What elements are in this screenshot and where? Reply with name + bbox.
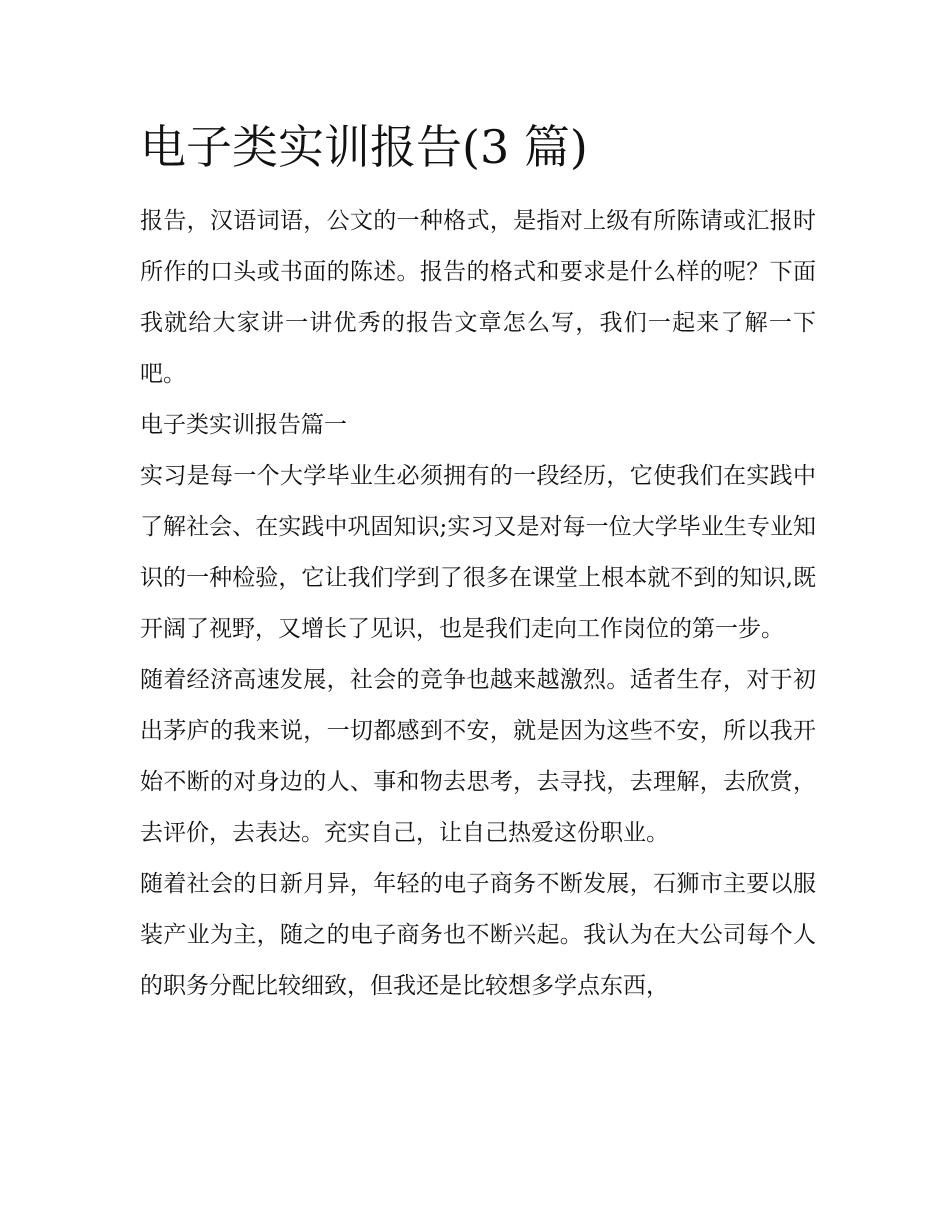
body-paragraph: 随着社会的日新月异，年轻的电子商务不断发展，石狮市主要以服装产业为主，随之的电子商务也不断兴起。我认为在大公司每个人的职务分配比较细致，但我还是比较想多学点东西，	[140, 871, 816, 999]
body-paragraph: 随着经济高速发展，社会的竞争也越来越激烈。适者生存，对于初出茅庐的我来说，一切都感到不安，就是因为这些不安，所以我开始不断的对身边的人、事和物去思考，去寻找，去理解，去欣赏，去评价，去表达。充实自己，让自己热爱这份职业。	[140, 667, 816, 846]
intro-paragraph: 报告，汉语词语，公文的一种格式，是指对上级有所陈请或汇报时所作的口头或书面的陈述。报告的格式和要求是什么样的呢？下面我就给大家讲一讲优秀的报告文章怎么写，我们一起来了解一下吧。	[140, 208, 816, 387]
document-content	[140, 112, 816, 1012]
body-paragraph: 实习是每一个大学毕业生必须拥有的一段经历，它使我们在实践中了解社会、在实践中巩固知识;实习又是对每一位大学毕业生专业知识的一种检验，它让我们学到了很多在课堂上根本就不到的知识,既开阔了视野，又增长了见识，也是我们走向工作岗位的第一步。	[140, 463, 816, 642]
section-heading: 电子类实训报告篇一	[140, 412, 347, 438]
document-title: 电子类实训报告(3 篇)	[140, 120, 588, 174]
